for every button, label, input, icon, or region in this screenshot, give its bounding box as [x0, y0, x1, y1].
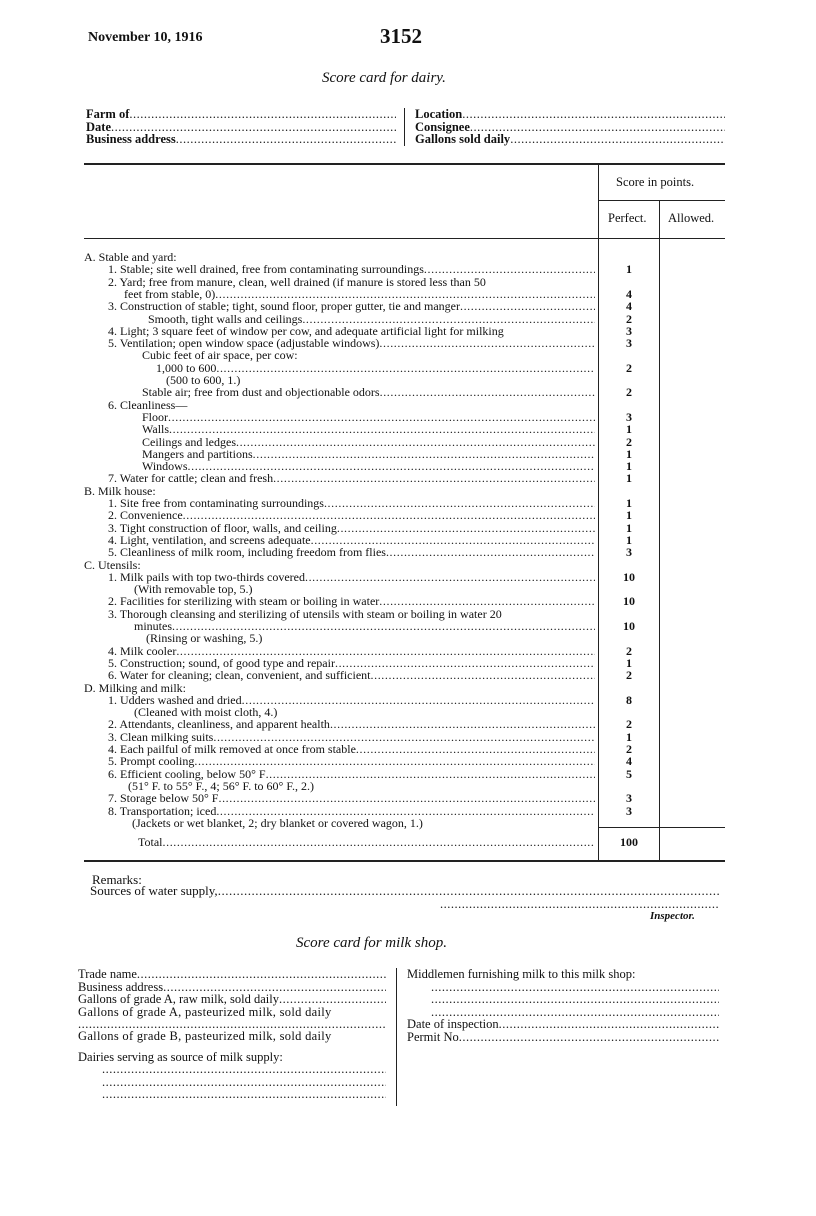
inspector-signature-line[interactable]	[440, 898, 718, 911]
perfect-score: 1	[626, 508, 632, 523]
score-row	[84, 300, 595, 312]
score-row	[84, 472, 595, 484]
score-row-label: 3. Tight construction of floor, walls, and ceiling	[108, 520, 337, 535]
dot-leader	[460, 300, 595, 312]
perfect-score: 2	[626, 311, 632, 326]
score-row	[84, 559, 595, 571]
score-row	[84, 386, 595, 398]
remarks-label: Remarks:	[92, 872, 142, 887]
score-row-label: (With removable top, 5.)	[134, 582, 253, 597]
perfect-score: 3	[626, 803, 632, 818]
score-row	[84, 362, 595, 374]
score-row-label: 3. Construction of stable; tight, sound floor, proper gutter, tie and manger	[108, 299, 460, 314]
date-field[interactable]: Date .....	[86, 121, 396, 134]
grade-a-raw-field[interactable]: Gallons of grade A, raw milk, sold daily .....	[78, 993, 386, 1006]
dot-leader	[273, 472, 595, 484]
allowed-score-cell[interactable]	[662, 300, 722, 312]
score-row	[84, 755, 595, 767]
allowed-score-cell[interactable]	[662, 436, 722, 448]
score-row-label: 5. Ventilation; open window space (adjustable windows)	[108, 336, 380, 351]
dot-leader	[236, 436, 595, 448]
allowed-score-cell[interactable]	[662, 423, 722, 435]
dot-leader	[356, 743, 595, 755]
perfect-score: 3	[626, 791, 632, 806]
page-date: November 10, 1916	[88, 30, 203, 45]
perfect-score: 2	[626, 360, 632, 375]
score-row	[84, 669, 595, 681]
dairies-line-1[interactable]	[78, 1063, 386, 1076]
allowed-score-cell[interactable]	[662, 362, 722, 374]
gallons-sold-field[interactable]: Gallons sold daily .....	[415, 133, 725, 146]
farm-of-field[interactable]: Farm of .....	[86, 108, 396, 121]
perfect-score: 1	[626, 532, 632, 547]
score-row-label: 2. Yard; free from manure, clean, well drained (if manure is stored less than 50	[108, 274, 486, 289]
dot-leader	[302, 313, 595, 325]
middlemen-line-2[interactable]	[407, 993, 719, 1006]
allowed-score-cell[interactable]	[662, 534, 722, 546]
perfect-score: 3	[626, 336, 632, 351]
score-row	[84, 682, 595, 694]
perfect-score: 2	[626, 434, 632, 449]
perfect-score: 2	[626, 717, 632, 732]
perfect-score: 2	[626, 385, 632, 400]
score-row-label: 4. Each pailful of milk removed at once from stable	[108, 742, 356, 756]
perfect-score: 1	[626, 459, 632, 474]
score-row-label: 7. Water for cattle; clean and fresh	[108, 471, 274, 486]
allowed-score-cell[interactable]	[662, 694, 722, 706]
allowed-score-cell[interactable]	[662, 386, 722, 398]
perfect-score: 4	[626, 299, 632, 314]
table-header-rule	[84, 238, 725, 239]
allowed-column-heading: Allowed.	[668, 211, 715, 225]
score-row	[84, 792, 595, 804]
total-points: 100	[620, 835, 638, 849]
allowed-score-cell[interactable]	[662, 313, 722, 325]
permit-no-field[interactable]: Permit No .....	[407, 1031, 719, 1044]
score-row	[84, 817, 595, 829]
allowed-score-cell[interactable]	[662, 448, 722, 460]
dairies-source-field: Dairies serving as source of milk supply:	[78, 1049, 283, 1064]
allowed-score-cell[interactable]	[662, 460, 722, 472]
allowed-score-cell[interactable]	[662, 337, 722, 349]
score-row-label: (Rinsing or washing, 5.)	[146, 631, 263, 646]
score-row	[84, 595, 595, 607]
milk-shop-right-fields	[407, 968, 719, 1043]
dairy-right-fields	[415, 108, 725, 146]
allowed-score-cell[interactable]	[662, 263, 722, 275]
score-row-label: 5. Prompt cooling	[108, 754, 195, 769]
perfect-score: 8	[626, 692, 632, 707]
score-row	[84, 509, 595, 521]
score-row-label: Windows	[142, 459, 188, 474]
score-row	[84, 805, 595, 817]
score-row	[84, 423, 595, 435]
score-row-label: feet from stable, 0)	[124, 286, 216, 301]
score-row-label: 8. Transportation; iced	[108, 803, 217, 818]
grade-b-pasteurized-field[interactable]: Gallons of grade B, pasteurized milk, sold daily	[78, 1029, 332, 1043]
score-row-label: 1. Site free from contaminating surroundings	[108, 496, 324, 510]
score-row	[84, 313, 595, 325]
score-row-label: C. Utensils:	[84, 557, 141, 572]
allowed-score-cell[interactable]	[662, 669, 722, 681]
dot-leader	[305, 571, 595, 583]
dairy-left-fields	[86, 108, 396, 146]
milk-shop-left-fields	[78, 968, 386, 1101]
dot-leader	[169, 423, 595, 435]
dot-leader	[371, 669, 596, 681]
perfect-score: 1	[626, 496, 632, 510]
perfect-score: 5	[626, 766, 632, 781]
score-row-label: 4. Light, ventilation, and screens adequate	[108, 532, 311, 547]
perfect-score: 10	[623, 594, 635, 609]
score-row-label: 2. Attendants, cleanliness, and apparent health	[108, 717, 330, 732]
grade-a-pasteurized-field[interactable]: Gallons of grade A, pasteurized milk, sold daily	[78, 1004, 332, 1019]
score-row-label: A. Stable and yard:	[84, 250, 177, 264]
dot-leader	[330, 718, 595, 730]
perfect-score: 1	[626, 262, 632, 277]
perfect-score: 1	[626, 446, 632, 461]
score-row-label: 2. Convenience	[108, 508, 183, 523]
location-field[interactable]: Location .....	[415, 108, 725, 121]
allowed-score-cell[interactable]	[662, 325, 722, 337]
score-row-label: (Jackets or wet blanket, 2; dry blanket or covered wagon, 1.)	[132, 815, 423, 830]
perfect-score: 1	[626, 655, 632, 670]
dot-leader	[218, 792, 595, 804]
dairies-line-3[interactable]	[78, 1088, 386, 1101]
score-heading: Score in points.	[616, 175, 695, 189]
score-row-label: (500 to 600, 1.)	[166, 373, 241, 387]
score-row	[84, 632, 595, 644]
allowed-score-cell[interactable]	[662, 472, 722, 484]
perfect-score: 4	[626, 286, 632, 301]
score-heading-rule	[598, 200, 725, 201]
total-rule	[598, 827, 725, 828]
dot-leader	[216, 805, 595, 817]
date-of-inspection-field[interactable]: Date of inspection .....	[407, 1018, 719, 1031]
perfect-score: 2	[626, 643, 632, 658]
perfect-score: 3	[626, 545, 632, 560]
perfect-score: 1	[626, 729, 632, 744]
dot-leader	[386, 546, 595, 558]
score-row-label: 1. Udders washed and dried	[108, 692, 242, 707]
dairy-card-title: Score card for dairy.	[322, 70, 446, 86]
score-row-label: Floor	[142, 409, 169, 424]
score-row-label: Stable air; free from dust and objectionable odors	[142, 385, 380, 400]
perfect-score: 10	[623, 619, 635, 633]
score-row-label: minutes	[134, 619, 172, 633]
allowed-score-cell[interactable]	[662, 755, 722, 767]
dot-leader	[194, 755, 595, 767]
allowed-score-cell[interactable]	[662, 411, 722, 423]
dot-leader	[253, 448, 595, 460]
dot-leader	[424, 263, 595, 275]
score-row-label: Ceilings and ledges	[142, 434, 236, 449]
perfect-score: 3	[626, 409, 632, 424]
allowed-score-cell[interactable]	[662, 497, 722, 509]
perfect-score: 10	[623, 569, 635, 584]
score-row-label: 7. Storage below 50° F	[108, 791, 219, 806]
score-row	[84, 546, 595, 558]
score-row-label: Smooth, tight walls and ceilings	[148, 311, 303, 326]
trade-name-field[interactable]: Trade name .....	[78, 968, 386, 981]
table-top-rule	[84, 163, 725, 165]
allowed-score-cell[interactable]	[662, 768, 722, 780]
dot-leader	[380, 386, 595, 398]
total-row	[84, 836, 595, 848]
consignee-field[interactable]: Consignee .....	[415, 121, 725, 134]
dot-leader	[379, 337, 595, 349]
score-row-label: (51° F. to 55° F., 4; 56° F. to 60° F., 2.)	[128, 778, 315, 793]
score-row	[84, 436, 595, 448]
score-row-label: 6. Cleanliness—	[108, 397, 188, 412]
dot-leader	[216, 362, 595, 374]
table-perfect-divider	[598, 163, 599, 860]
allowed-score-cell[interactable]	[662, 657, 722, 669]
allowed-score-cell[interactable]	[662, 620, 722, 632]
perfect-score: 3	[626, 323, 632, 338]
dot-leader	[168, 411, 595, 423]
table-bottom-rule	[84, 860, 725, 862]
score-row-label: 4. Light; 3 square feet of window per cow, and adequate artificial light for milking	[108, 323, 504, 338]
allowed-score-cell[interactable]	[662, 743, 722, 755]
score-row-label: 4. Milk cooler	[108, 643, 177, 658]
business-address-field[interactable]: Business address .....	[86, 133, 396, 146]
score-row-label: (Cleaned with moist cloth, 4.)	[134, 705, 278, 720]
perfect-score: 1	[626, 520, 632, 535]
dot-leader	[183, 509, 595, 521]
score-row	[84, 718, 595, 730]
dot-leader	[242, 694, 595, 706]
allowed-score-cell[interactable]	[662, 645, 722, 657]
allowed-score-cell[interactable]	[662, 288, 722, 300]
milk-shop-card-title: Score card for milk shop.	[296, 935, 447, 951]
middlemen-label: Middlemen furnishing milk to this milk shop:	[407, 967, 636, 981]
table-allowed-divider	[659, 200, 660, 860]
perfect-score: 2	[626, 742, 632, 756]
score-row-label: 6. Water for cleaning; clean, convenient, and sufficient	[108, 668, 371, 683]
score-row	[84, 263, 595, 275]
allowed-score-cell[interactable]	[662, 731, 722, 743]
score-row-label: 1. Stable; site well drained, free from contaminating surroundings	[108, 262, 424, 277]
score-row	[84, 349, 595, 361]
water-supply-field[interactable]: Sources of water supply, .....	[90, 885, 720, 898]
score-row-label: 2. Facilities for sterilizing with steam or boiling in water	[108, 594, 380, 609]
dot-leader	[335, 657, 595, 669]
dot-leader	[379, 595, 595, 607]
perfect-column-heading: Perfect.	[608, 211, 647, 225]
dot-leader	[324, 497, 595, 509]
dot-leader	[337, 522, 595, 534]
perfect-score: 4	[626, 754, 632, 769]
score-row-label: 3. Clean milking suits	[108, 729, 214, 744]
allowed-score-cell[interactable]	[662, 546, 722, 558]
allowed-score-cell[interactable]	[662, 509, 722, 521]
allowed-score-cell[interactable]	[662, 571, 722, 583]
perfect-score: 1	[626, 422, 632, 437]
allowed-score-cell[interactable]	[662, 718, 722, 730]
page-number: 3152	[380, 24, 422, 48]
score-row-label: 1. Milk pails with top two-thirds covered	[108, 569, 305, 584]
perfect-score: 2	[626, 668, 632, 683]
allowed-score-cell[interactable]	[662, 792, 722, 804]
score-row-label: 5. Cleanliness of milk room, including freedom from flies	[108, 545, 386, 560]
shop-business-address-field[interactable]: Business address .....	[78, 981, 386, 994]
middlemen-line-1[interactable]	[407, 981, 719, 994]
total-label: Total	[138, 835, 163, 849]
score-row-label: 6. Efficient cooling, below 50° F	[108, 766, 266, 781]
score-row-label: B. Milk house:	[84, 483, 156, 498]
dairies-line-2[interactable]	[78, 1076, 386, 1089]
score-row-label: 5. Construction; sound, of good type and repair	[108, 655, 335, 670]
field-divider	[404, 108, 405, 146]
perfect-score: 1	[626, 471, 632, 486]
score-row-label: Mangers and partitions	[142, 446, 253, 461]
score-row-label: D. Milking and milk:	[84, 680, 186, 695]
milk-shop-divider	[396, 968, 397, 1106]
score-row-label: 1,000 to 600	[156, 360, 217, 375]
inspector-label: Inspector.	[650, 910, 695, 922]
allowed-score-cell[interactable]	[662, 522, 722, 534]
score-row-label: Cubic feet of air space, per cow:	[142, 348, 298, 363]
dot-leader	[266, 768, 595, 780]
score-row-label: 3. Thorough cleansing and sterilizing of utensils with steam or boiling in water 20	[108, 606, 502, 621]
allowed-score-cell[interactable]	[662, 595, 722, 607]
allowed-score-cell[interactable]	[662, 805, 722, 817]
score-row-label: Walls	[142, 422, 170, 437]
